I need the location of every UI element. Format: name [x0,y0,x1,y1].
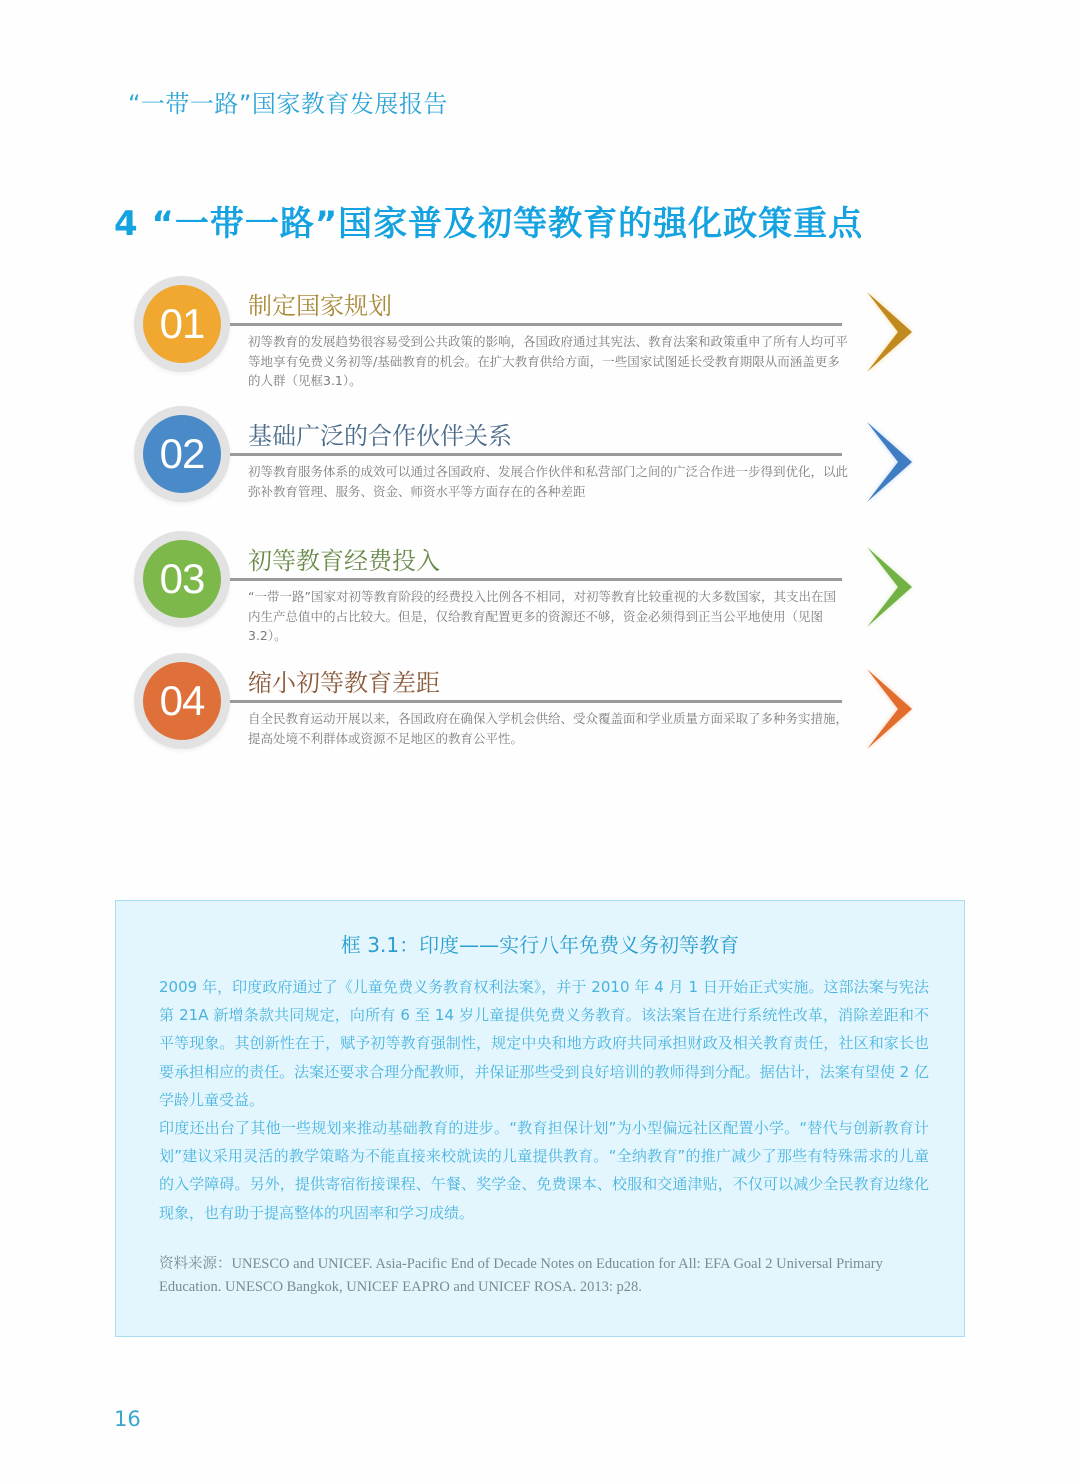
item-title: 缩小初等教育差距 [248,669,440,697]
number-badge: 01 [143,285,221,363]
running-header: “一带一路”国家教育发展报告 [128,90,448,118]
item-body: 自全民教育运动开展以来，各国政府在确保入学机会供给、受众覆盖面和学业质量方面采取了多种务实措施，提高处境不利群体或资源不足地区的教育公平性。 [248,711,849,746]
item-body: “一带一路”国家对初等教育阶段的经费投入比例各不相同，对初等教育比较重视的大多数国家，其支出在国内生产总值中的占比较大。但是，仅给教育配置更多的资源还不够，资金必须得到正当公平地使用（见图3.2）。 [248,589,836,643]
box-paragraph: 2009 年，印度政府通过了《儿童免费义务教育权利法案》，并于 2010 年 4 月 1 日开始正式实施。这部法案与宪法第 21A 新增条款共同规定，向所有 6 至 14 岁儿童提供免费义务教育。该法案旨在进行系统性改革，消除差距和不平等现象。其创新性在于，赋予初等教育强制性，规定中央和地方政府共同承担财政及相关教育责任，社区和家长也要承担相应的责任。法案还要求合理分配教师，并保证那些受到良好培训的教师得到分配。据估计，法案有望使 2 亿学龄儿童受益。 [159,978,929,1109]
divider [230,578,842,581]
chevron-right-icon [864,292,914,372]
policy-item-4 [134,653,934,763]
item-title: 制定国家规划 [248,292,392,320]
number-badge: 04 [143,662,221,740]
number-badge: 02 [143,415,221,493]
box-paragraph: 印度还出台了其他一些规划来推动基础教育的进步。“教育担保计划”为小型偏远社区配置小学。“替代与创新教育计划”建议采用灵活的教学策略为不能直接来校就读的儿童提供教育。“全纳教育”的推广减少了那些有特殊需求的儿童的入学障碍。另外，提供寄宿衔接课程、午餐、奖学金、免费课本、校服和交通津贴，不仅可以减少全民教育边缘化现象，也有助于提高整体的巩固率和学习成绩。 [159,1119,929,1222]
item-body: 初等教育服务体系的成效可以通过各国政府、发展合作伙伴和私营部门之间的广泛合作进一步得到优化，以此弥补教育管理、服务、资金、师资水平等方面存在的各种差距 [248,464,849,499]
item-body: 初等教育的发展趋势很容易受到公共政策的影响，各国政府通过其宪法、教育法案和政策重申了所有人均可平等地享有免费义务初等/基础教育的机会。在扩大教育供给方面，一些国家试图延长受教育期限从而涵盖更多的人群（见框3.1）。 [248,334,849,388]
number-badge-ring [134,276,230,372]
number-badge-ring [134,653,230,749]
number-badge-ring [134,531,230,627]
case-study-box [115,900,965,1337]
chevron-right-icon [864,547,914,627]
chevron-right-icon [864,669,914,749]
number-badge: 03 [143,540,221,618]
divider [230,700,842,703]
policy-item-2 [134,406,934,516]
box-body [159,973,929,1227]
item-title: 基础广泛的合作伙伴关系 [248,422,512,450]
box-source-citation: 资料来源：UNESCO and UNICEF. Asia-Pacific End of Decade Notes on Education for All: EFA Goal 2 Universal Primary Education. UNESCO Bangkok, UNICEF EAPRO and UNICEF ROSA. 2013: p28. [159,1256,883,1295]
policy-item-3 [134,531,934,641]
section-title: 4 “一带一路”国家普及初等教育的强化政策重点 [114,204,864,244]
box-title: 框 3.1：印度——实行八年免费义务初等教育 [340,933,740,957]
divider [230,453,842,456]
page-number: 16 [114,1407,141,1431]
number-badge-ring [134,406,230,502]
policy-item-1 [134,276,934,386]
item-title: 初等教育经费投入 [248,547,440,575]
chevron-right-icon [864,422,914,502]
divider [230,323,842,326]
